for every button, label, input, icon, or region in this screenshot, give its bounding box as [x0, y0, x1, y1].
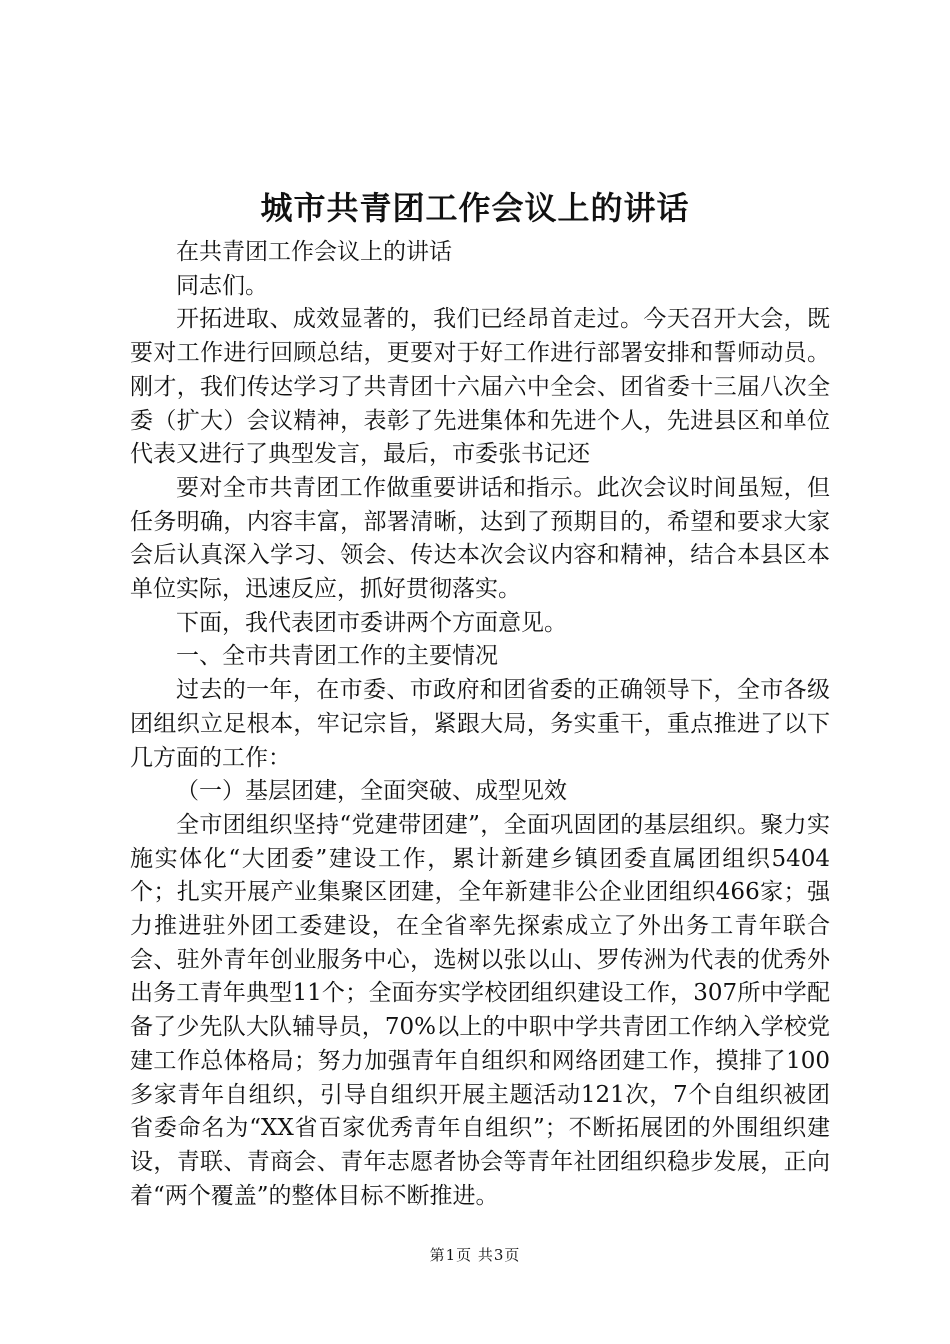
paragraph-subtitle: 在共青团工作会议上的讲话 [176, 239, 452, 265]
document-body [130, 236, 830, 1213]
page-footer: 第1页 共3页 [429, 1246, 521, 1264]
subsection-heading-1: （一）基层团建，全面突破、成型见效 [176, 778, 567, 805]
paragraph-salutation: 同志们。 [176, 272, 268, 299]
paragraph-past-year: 过去的一年，在市委、市政府和团省委的正确领导下，全市各级团组织立足根本，牢记宗旨，紧跟大局，务实重干，重点推进了以下几方面的工作： [130, 677, 830, 771]
paragraph-opening: 开拓进取、成效显著的，我们已经昂首走过。今天召开大会，既要对工作进行回顾总结，更要对于好工作进行部署安排和誓师动员。刚才，我们传达学习了共青团十六届六中全会、团省委十三届八次全委（扩大）会议精神，表彰了先进集体和先进个人，先进县区和单位代表又进行了典型发言，最后，市委张书记还 [130, 306, 830, 468]
document-title: 城市共青团工作会议上的讲话 [260, 189, 690, 227]
section-heading-1: 一、全市共青团工作的主要情况 [176, 643, 498, 670]
paragraph-grassroots: 全市团组织坚持“党建带团建”，全面巩固团的基层组织。聚力实施实体化“大团委”建设工作，累计新建乡镇团委直属团组织5404个；扎实开展产业集聚区团建，全年新建非公企业团组织466家；强力推进驻外团工委建设，在全省率先探索成立了外出务工青年联合会、驻外青年创业服务中心，选树以张以山、罗传洲为代表的优秀外出务工青年典型11个；全面夯实学校团组织建设工作，307所中学配备了少先队大队辅导员，70%以上的中职中学共青团工作纳入学校党建工作总体格局；努力加强青年自组织和网络团建工作，摸排了100多家青年自组织，引导自组织开展主题活动121次，7个自组织被团省委命名为“XX省百家优秀青年自组织”；不断拓展团的外围组织建设，青联、青商会、青年志愿者协会等青年社团组织稳步发展，正向着“两个覆盖”的整体目标不断推进。 [130, 811, 830, 1209]
paragraph-intro-opinions: 下面，我代表团市委讲两个方面意见。 [176, 609, 567, 636]
paragraph-meeting-summary: 要对全市共青团工作做重要讲话和指示。此次会议时间虽短，但任务明确，内容丰富，部署清晰，达到了预期目的，希望和要求大家会后认真深入学习、领会、传达本次会议内容和精神，结合本县区本单位实际，迅速反应，抓好贯彻落实。 [130, 474, 830, 603]
